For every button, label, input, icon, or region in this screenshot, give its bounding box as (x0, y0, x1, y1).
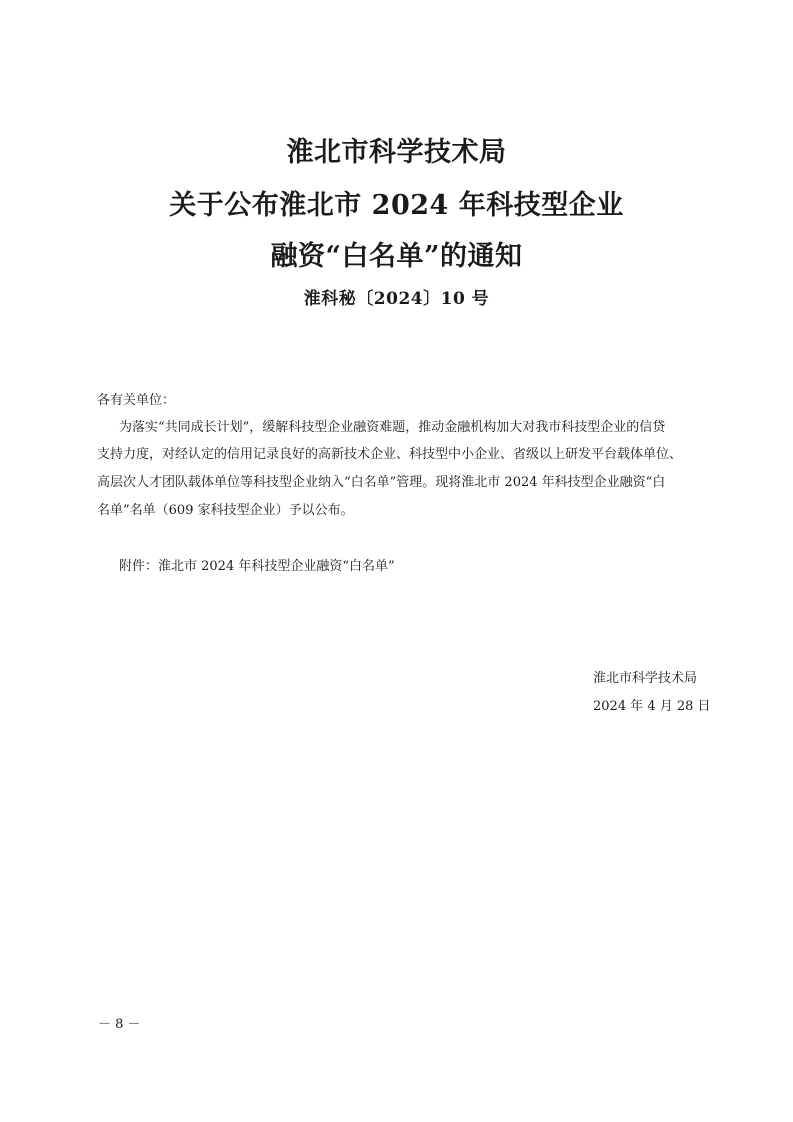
body-line-1: 为落实“共同成长计划”，缓解科技型企业融资难题，推动金融机构加大对我市科技型企业的信贷 (119, 420, 666, 435)
body-line-4: 名单”名单（609 家科技型企业）予以公布。 (97, 503, 354, 518)
page-number: － 8 － (98, 1017, 141, 1032)
attachment-note: 附件：淮北市 2024 年科技型企业融资“白名单” (119, 559, 395, 574)
issuer-signature: 淮北市科学技术局 (593, 671, 698, 686)
title-line-1: 淮北市科学技术局 (286, 137, 507, 168)
issue-date: 2024 年 4 月 28 日 (593, 699, 711, 714)
document-number: 淮科秘〔2024〕10 号 (303, 289, 490, 309)
salutation: 各有关单位： (97, 393, 176, 408)
body-line-2: 支持力度，对经认定的信用记录良好的高新技术企业、科技型中小企业、省级以上研发平台载体单位、 (97, 447, 683, 462)
body-line-3: 高层次人才团队载体单位等科技型企业纳入“白名单”管理。现将淮北市 2024 年科技型企业融资“白 (97, 475, 666, 490)
title-line-3: 融资“白名单”的通知 (270, 241, 523, 272)
title-line-2: 关于公布淮北市 2024 年科技型企业 (169, 190, 624, 221)
